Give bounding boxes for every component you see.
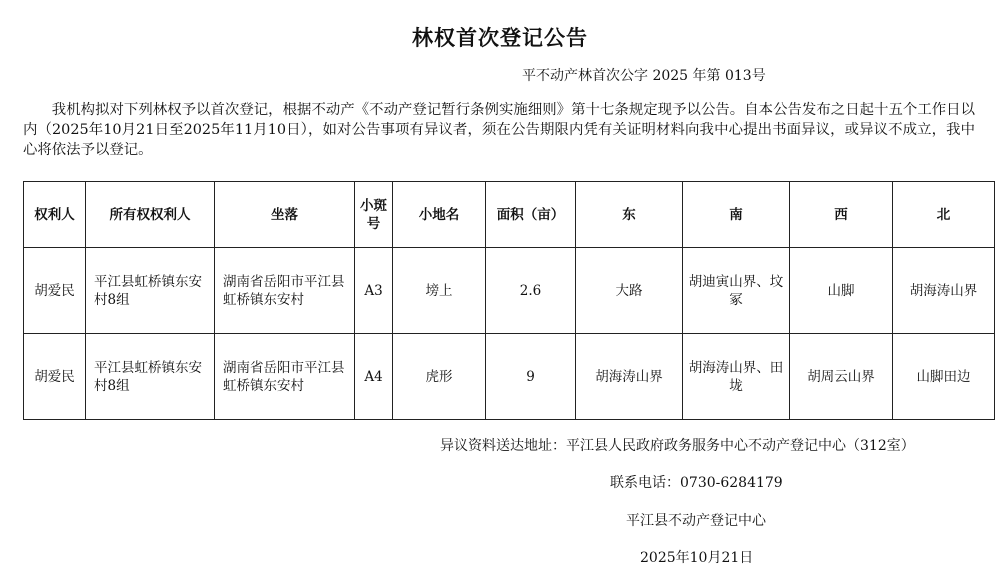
header-location: 坐落	[215, 182, 355, 248]
issuing-organization: 平江县不动产登记中心	[626, 513, 766, 529]
notice-title: 林权首次登记公告	[412, 26, 588, 50]
header-place-name: 小地名	[393, 182, 486, 248]
cell-area: 9	[486, 334, 576, 420]
cell-west: 山脚	[790, 248, 893, 334]
header-north: 北	[893, 182, 995, 248]
cell-west: 胡周云山界	[790, 334, 893, 420]
objection-address: 异议资料送达地址：平江县人民政府政务服务中心不动产登记中心（312室）	[440, 438, 915, 454]
cell-owner: 平江县虹桥镇东安村8组	[86, 334, 215, 420]
header-owner: 所有权权利人	[86, 182, 215, 248]
cell-area: 2.6	[486, 248, 576, 334]
table-row	[24, 248, 995, 334]
header-east: 东	[576, 182, 683, 248]
cell-rights-holder: 胡爱民	[24, 248, 86, 334]
cell-parcel-no: A4	[355, 334, 393, 420]
cell-rights-holder: 胡爱民	[24, 334, 86, 420]
cell-east: 大路	[576, 248, 683, 334]
contact-phone: 联系电话：0730-6284179	[610, 475, 783, 491]
header-rights-holder: 权利人	[24, 182, 86, 248]
table-header-row	[24, 182, 995, 248]
header-south: 南	[683, 182, 790, 248]
table-row	[24, 334, 995, 420]
header-area: 面积（亩）	[486, 182, 576, 248]
header-parcel-no: 小斑号	[355, 182, 393, 248]
cell-location: 湖南省岳阳市平江县虹桥镇东安村	[215, 334, 355, 420]
cell-east: 胡海涛山界	[576, 334, 683, 420]
intro-paragraph	[23, 100, 975, 160]
cell-location: 湖南省岳阳市平江县虹桥镇东安村	[215, 248, 355, 334]
intro-text: 我机构拟对下列林权予以首次登记，根据不动产《不动产登记暂行条例实施细则》第十七条规定现予以公告。自本公告发布之日起十五个工作日以内（2025年10月21日至2025年11月10日），如对公告事项有异议者，须在公告期限内凭有关证明材料向我中心提出书面异议，或异议不成立，我中心将依法予以登记。	[23, 102, 975, 158]
header-west: 西	[790, 182, 893, 248]
cell-place-name: 塝上	[393, 248, 486, 334]
cell-parcel-no: A3	[355, 248, 393, 334]
cell-owner: 平江县虹桥镇东安村8组	[86, 248, 215, 334]
forest-rights-table	[23, 181, 995, 420]
cell-south: 胡海涛山界、田垅	[683, 334, 790, 420]
cell-south: 胡迪寅山界、坟冢	[683, 248, 790, 334]
document-number: 平不动产林首次公字 2025 年第 013号	[522, 68, 766, 84]
cell-north: 山脚田边	[893, 334, 995, 420]
issue-date: 2025年10月21日	[640, 550, 754, 566]
cell-place-name: 虎形	[393, 334, 486, 420]
cell-north: 胡海涛山界	[893, 248, 995, 334]
